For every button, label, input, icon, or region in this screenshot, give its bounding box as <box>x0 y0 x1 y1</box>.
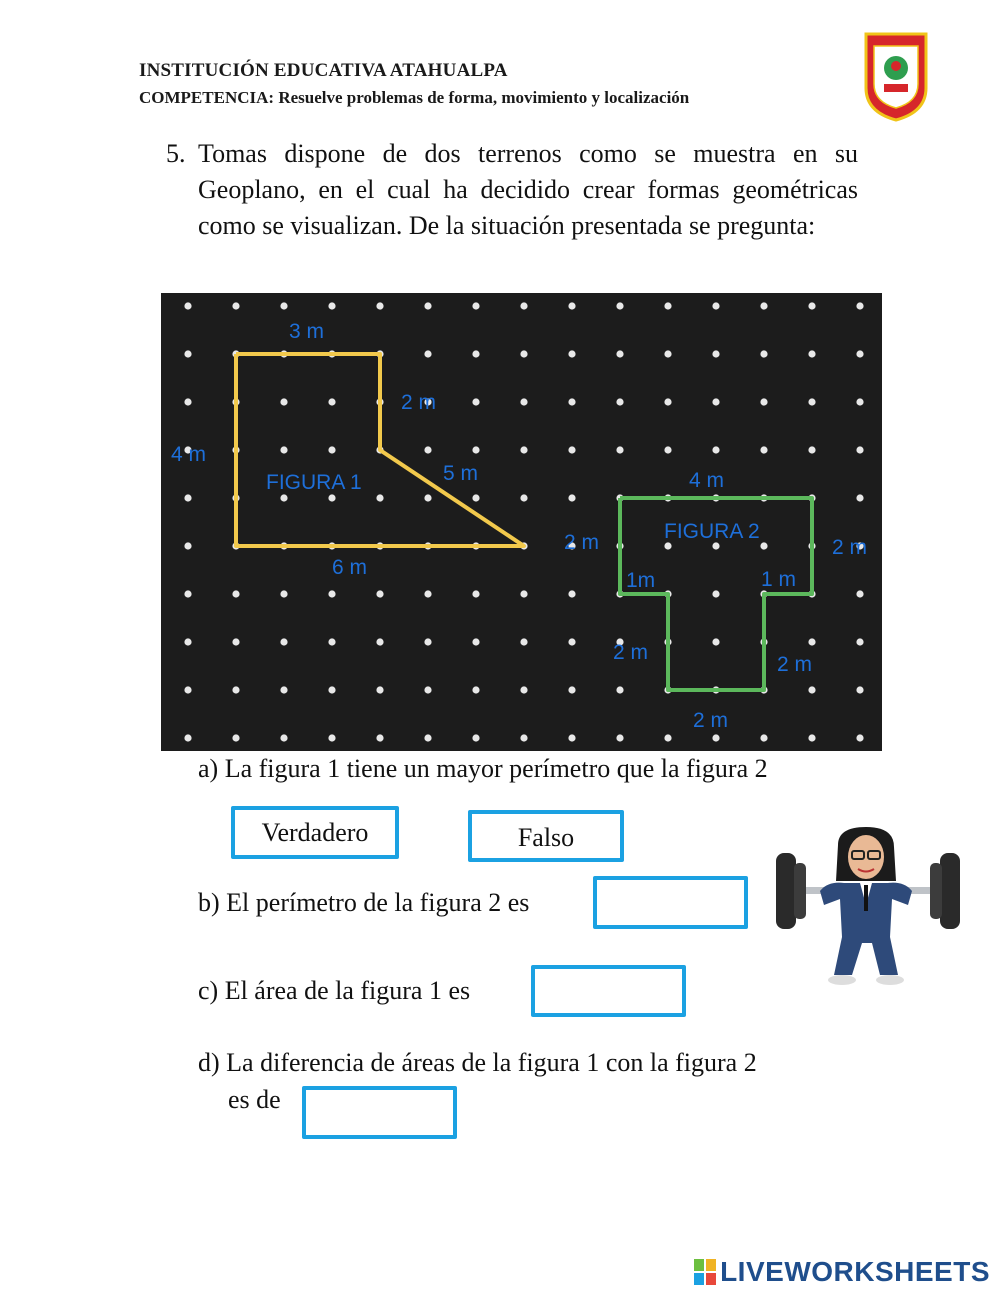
peg <box>760 350 767 357</box>
peg <box>808 398 815 405</box>
option-false-button[interactable] <box>468 810 624 862</box>
peg <box>424 494 431 501</box>
peg <box>664 350 671 357</box>
peg <box>280 494 287 501</box>
competency-text: Resuelve problemas de forma, movimiento y localización <box>278 88 690 107</box>
option-false-label: Falso <box>517 823 575 852</box>
peg <box>328 686 335 693</box>
peg <box>184 590 191 597</box>
fig1-top-dim: 3 m <box>289 320 325 343</box>
peg <box>280 590 287 597</box>
peg <box>376 734 383 741</box>
peg <box>760 446 767 453</box>
peg <box>328 638 335 645</box>
peg <box>520 638 527 645</box>
peg <box>472 638 479 645</box>
peg <box>568 734 575 741</box>
peg <box>424 590 431 597</box>
peg <box>472 302 479 309</box>
peg <box>472 734 479 741</box>
item-c-letter: c) <box>198 976 219 1005</box>
school-seal-logo <box>862 30 930 122</box>
item-a-text: La figura 1 tiene un mayor perímetro que la figura 2 <box>224 754 768 783</box>
peg <box>664 302 671 309</box>
peg <box>520 686 527 693</box>
item-d-text-2: es de <box>228 1085 281 1114</box>
peg <box>232 638 239 645</box>
peg <box>616 398 623 405</box>
peg <box>184 350 191 357</box>
peg <box>472 398 479 405</box>
peg <box>328 446 335 453</box>
brand-name: LIVEWORKSHEETS <box>720 1256 990 1287</box>
peg <box>424 350 431 357</box>
peg <box>424 686 431 693</box>
peg <box>424 638 431 645</box>
peg <box>664 398 671 405</box>
option-true-label: Verdadero <box>261 817 369 847</box>
peg <box>280 638 287 645</box>
competency-line <box>139 88 689 108</box>
peg <box>712 350 719 357</box>
peg <box>664 542 671 549</box>
peg <box>184 398 191 405</box>
peg <box>184 686 191 693</box>
fig1-left-dim: 4 m <box>171 443 207 466</box>
peg <box>808 686 815 693</box>
peg <box>856 638 863 645</box>
peg <box>280 446 287 453</box>
peg <box>376 638 383 645</box>
item-b <box>198 888 529 918</box>
peg <box>520 734 527 741</box>
liveworksheets-logo <box>694 1256 990 1288</box>
peg <box>520 350 527 357</box>
fig2-bottom-dim: 2 m <box>693 709 729 732</box>
item-d-letter: d) <box>198 1048 220 1077</box>
peg <box>520 446 527 453</box>
peg <box>232 302 239 309</box>
fig1-label: FIGURA 1 <box>266 471 362 494</box>
peg <box>376 302 383 309</box>
peg <box>568 350 575 357</box>
peg <box>520 494 527 501</box>
peg <box>184 734 191 741</box>
peg <box>712 398 719 405</box>
item-a-letter: a) <box>198 754 219 783</box>
peg <box>328 590 335 597</box>
fig2-right-dim: 2 m <box>832 536 868 559</box>
item-d-text: La diferencia de áreas de la figura 1 con la figura 2 <box>226 1048 757 1077</box>
peg <box>856 350 863 357</box>
peg <box>616 446 623 453</box>
peg <box>856 494 863 501</box>
peg <box>712 638 719 645</box>
fig2-stem-right-dim: 2 m <box>777 653 813 676</box>
competency-label: COMPETENCIA: <box>139 88 275 107</box>
peg <box>568 494 575 501</box>
peg <box>616 734 623 741</box>
item-c <box>198 976 470 1006</box>
peg <box>280 686 287 693</box>
fig1-bottom-dim: 6 m <box>332 556 368 579</box>
peg <box>328 302 335 309</box>
answer-d-input[interactable] <box>302 1086 457 1139</box>
fig2-label: FIGURA 2 <box>664 520 760 543</box>
geoboard-image <box>161 293 882 751</box>
peg <box>376 494 383 501</box>
peg <box>280 734 287 741</box>
peg <box>424 446 431 453</box>
option-true-button[interactable] <box>231 806 399 859</box>
peg <box>664 734 671 741</box>
peg <box>568 446 575 453</box>
peg <box>232 590 239 597</box>
peg <box>232 686 239 693</box>
peg <box>568 638 575 645</box>
peg <box>472 446 479 453</box>
peg <box>616 686 623 693</box>
answer-b-input[interactable] <box>593 876 748 929</box>
peg <box>856 446 863 453</box>
peg <box>712 590 719 597</box>
brand-letters-icon <box>694 1259 716 1285</box>
peg <box>472 590 479 597</box>
peg <box>808 446 815 453</box>
fig2-stem-left-dim: 2 m <box>613 641 649 664</box>
peg <box>520 398 527 405</box>
peg <box>568 398 575 405</box>
item-c-text: El área de la figura 1 es <box>224 976 471 1005</box>
item-b-letter: b) <box>198 888 220 917</box>
geoboard-background <box>161 293 882 751</box>
peg <box>568 590 575 597</box>
peg <box>424 302 431 309</box>
peg <box>664 446 671 453</box>
peg <box>856 398 863 405</box>
peg <box>184 302 191 309</box>
peg <box>376 686 383 693</box>
peg <box>520 302 527 309</box>
fig2-step-right-dim: 1 m <box>761 568 797 591</box>
peg <box>808 350 815 357</box>
peg <box>472 350 479 357</box>
item-d <box>198 1048 757 1078</box>
fig2-left-dim: 2 m <box>564 531 600 554</box>
peg <box>712 542 719 549</box>
item-a <box>198 754 768 784</box>
peg <box>616 302 623 309</box>
peg <box>712 302 719 309</box>
peg <box>712 734 719 741</box>
peg <box>568 302 575 309</box>
peg <box>760 398 767 405</box>
question-text: Tomas dispone de dos terrenos como se muestra en su Geoplano, en el cual ha decidido crear formas geométricas como se visualizan. De la situación presentada se pregunta: <box>198 139 858 240</box>
item-b-text: El perímetro de la figura 2 es <box>226 888 530 917</box>
peg <box>328 734 335 741</box>
answer-c-input[interactable] <box>531 965 686 1017</box>
peg <box>184 542 191 549</box>
peg <box>184 494 191 501</box>
peg <box>232 734 239 741</box>
peg <box>808 302 815 309</box>
fig2-step-left-dim: 1m <box>626 569 656 592</box>
peg <box>760 542 767 549</box>
peg <box>856 590 863 597</box>
peg <box>808 638 815 645</box>
peg <box>328 494 335 501</box>
weightlifter-avatar-image <box>768 825 968 990</box>
peg <box>856 302 863 309</box>
peg <box>280 398 287 405</box>
institution-title: INSTITUCIÓN EDUCATIVA ATAHUALPA <box>139 60 508 81</box>
peg <box>568 686 575 693</box>
fig1-right-dim: 2 m <box>401 391 437 414</box>
fig1-slant-dim: 5 m <box>443 462 479 485</box>
peg <box>376 590 383 597</box>
question-number: 5. <box>166 139 186 168</box>
peg <box>856 686 863 693</box>
peg <box>280 302 287 309</box>
peg <box>760 302 767 309</box>
peg <box>856 734 863 741</box>
peg <box>472 494 479 501</box>
fig2-top-dim: 4 m <box>689 469 725 492</box>
peg <box>616 350 623 357</box>
peg <box>712 446 719 453</box>
peg <box>808 734 815 741</box>
peg <box>520 590 527 597</box>
peg <box>760 734 767 741</box>
peg <box>328 398 335 405</box>
peg <box>424 734 431 741</box>
peg <box>472 686 479 693</box>
peg <box>184 638 191 645</box>
